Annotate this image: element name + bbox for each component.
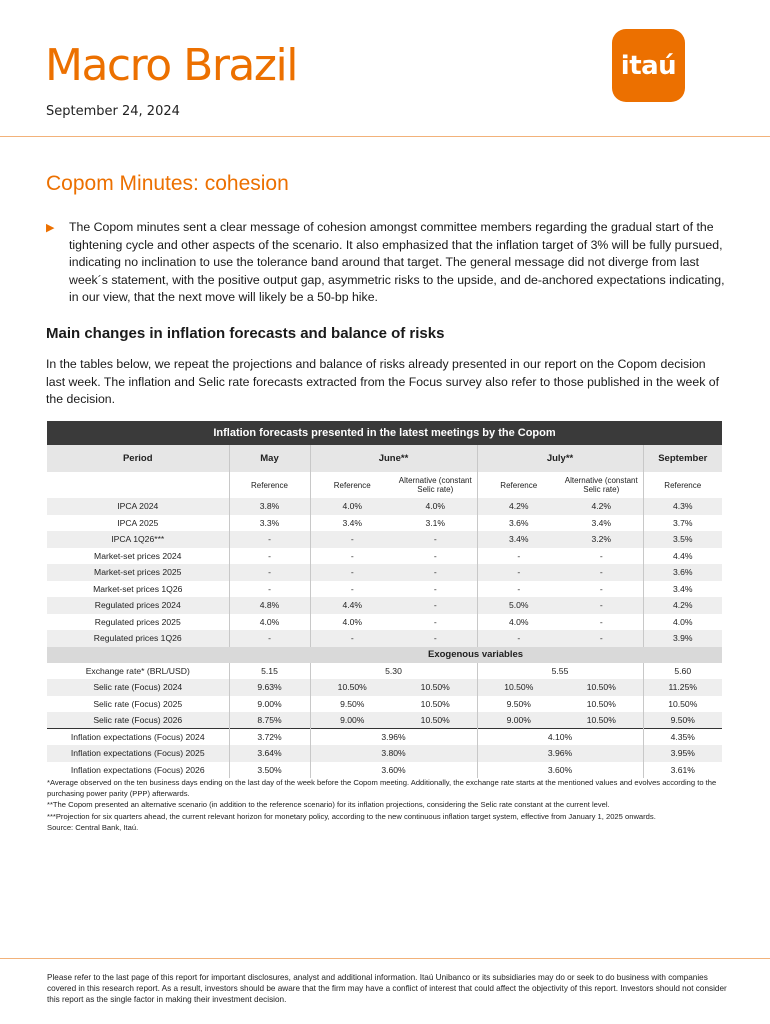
- table-row: [47, 548, 722, 565]
- table-cell: 9.63%: [229, 679, 310, 696]
- table-cell: 5.60: [643, 663, 722, 680]
- table-cell: -: [477, 630, 560, 647]
- table-cell: 4.35%: [643, 729, 722, 746]
- table-cell: 3.4%: [310, 515, 394, 532]
- row-label: Regulated prices 1Q26: [47, 630, 229, 647]
- table-cell: -: [394, 564, 477, 581]
- table-row: [47, 745, 722, 762]
- table-cell: -: [560, 548, 643, 565]
- table-cell: -: [394, 614, 477, 631]
- header-september: September: [643, 445, 722, 472]
- table-cell: -: [560, 564, 643, 581]
- table-cell: 10.50%: [560, 696, 643, 713]
- table-cell: 4.10%: [477, 729, 643, 746]
- table-cell: 4.0%: [310, 614, 394, 631]
- table-cell: 10.50%: [394, 712, 477, 729]
- bullet-arrow-icon: ▶: [46, 222, 55, 234]
- table-cell: 10.50%: [310, 679, 394, 696]
- table-cell: 5.30: [310, 663, 477, 680]
- table-row: [47, 498, 722, 515]
- table-cell: 10.50%: [477, 679, 560, 696]
- table-cell: 10.50%: [394, 696, 477, 713]
- table-cell: -: [394, 597, 477, 614]
- table-cell: 3.3%: [229, 515, 310, 532]
- table-row: [47, 581, 722, 598]
- table-cell: 4.2%: [477, 498, 560, 515]
- subheader-june-reference: Reference: [310, 472, 394, 498]
- table-cell: -: [560, 581, 643, 598]
- table-cell: 3.50%: [229, 762, 310, 779]
- row-label: Selic rate (Focus) 2025: [47, 696, 229, 713]
- subheader-empty: [47, 472, 229, 498]
- table-cell: 5.15: [229, 663, 310, 680]
- table-cell: 4.2%: [560, 498, 643, 515]
- footnote-2: **The Copom presented an alternative scenario (in addition to the reference scenario) for its inflation projections, considering the Selic rate constant at the current level.: [47, 800, 610, 810]
- header-june: June**: [310, 445, 477, 472]
- report-date: September 24, 2024: [46, 104, 180, 119]
- row-label: Market-set prices 2025: [47, 564, 229, 581]
- table-cell: -: [560, 614, 643, 631]
- table-row: [47, 712, 722, 729]
- table-cell: 11.25%: [643, 679, 722, 696]
- table-cell: 9.00%: [229, 696, 310, 713]
- table-cell: -: [229, 581, 310, 598]
- table-row: [47, 729, 722, 746]
- footnote-1: *Average observed on the ten business days ending on the last day of the week before the Copom meeting. Additionally, the exchange rate starts at the mentioned values and evolves according to the purchasing power parity (PPP) afterwards.: [47, 778, 717, 799]
- summary-bullet: [46, 219, 726, 307]
- header-divider: [0, 136, 770, 137]
- subheader-july-reference: Reference: [477, 472, 560, 498]
- row-label: Market-set prices 2024: [47, 548, 229, 565]
- table-cell: 4.8%: [229, 597, 310, 614]
- subheader-july-alternative: Alternative (constant Selic rate): [560, 472, 643, 498]
- table-cell: 3.8%: [229, 498, 310, 515]
- table-cell: 9.00%: [477, 712, 560, 729]
- table-cell: 3.72%: [229, 729, 310, 746]
- report-title: Macro Brazil: [45, 40, 297, 91]
- table-row: [47, 564, 722, 581]
- table-cell: -: [394, 531, 477, 548]
- table-cell: 4.4%: [310, 597, 394, 614]
- table-cell: 3.7%: [643, 515, 722, 532]
- table-cell: -: [394, 630, 477, 647]
- table-cell: -: [310, 548, 394, 565]
- intro-paragraph: In the tables below, we repeat the projections and balance of risks already presented in our report on the Copom decision last week. The inflation and Selic rate forecasts extracted from the Focus survey also refer to those published in the week of the decision.: [46, 357, 720, 407]
- forecast-table-grid: [47, 445, 722, 778]
- table-cell: 10.50%: [394, 679, 477, 696]
- row-label: Regulated prices 2024: [47, 597, 229, 614]
- table-cell: -: [229, 531, 310, 548]
- table-cell: -: [310, 630, 394, 647]
- disclaimer-text: Please refer to the last page of this report for important disclosures, analyst and additional information. Itaú Unibanco or its subsidiaries may do or seek to do business with companies covered in this research report. As a result, investors should be aware that the firm may have a conflict of interest that could affect the objectivity of this report. Investors should not consider this report as the single factor in making their investment decision.: [47, 973, 727, 1004]
- table-row: [47, 531, 722, 548]
- table-cell: 3.1%: [394, 515, 477, 532]
- row-label: Inflation expectations (Focus) 2024: [47, 729, 229, 746]
- table-header-row: [47, 445, 722, 472]
- table-cell: 3.4%: [560, 515, 643, 532]
- table-cell: 3.6%: [643, 564, 722, 581]
- row-label: Selic rate (Focus) 2024: [47, 679, 229, 696]
- table-cell: 3.95%: [643, 745, 722, 762]
- table-cell: 3.9%: [643, 630, 722, 647]
- table-cell: 4.0%: [477, 614, 560, 631]
- table-row: [47, 663, 722, 680]
- subheader-september-reference: Reference: [643, 472, 722, 498]
- exogenous-header-row: [47, 647, 722, 663]
- table-cell: 9.50%: [477, 696, 560, 713]
- footnote-3: ***Projection for six quarters ahead, the current relevant horizon for monetary policy, according to the new continuous inflation target system, effective from January 1, 2025 onwards.: [47, 811, 656, 821]
- table-cell: -: [229, 630, 310, 647]
- table-cell: 3.80%: [310, 745, 477, 762]
- table-cell: -: [229, 564, 310, 581]
- table-cell: 10.50%: [643, 696, 722, 713]
- table-cell: 9.50%: [643, 712, 722, 729]
- table-cell: 3.61%: [643, 762, 722, 779]
- section-heading: Main changes in inflation forecasts and balance of risks: [46, 325, 445, 342]
- exogenous-spacer: [47, 647, 229, 663]
- table-cell: 4.4%: [643, 548, 722, 565]
- exogenous-label: Exogenous variables: [229, 647, 722, 663]
- table-row: [47, 614, 722, 631]
- row-label: Regulated prices 2025: [47, 614, 229, 631]
- table-cell: -: [310, 564, 394, 581]
- table-cell: -: [477, 581, 560, 598]
- row-label: Market-set prices 1Q26: [47, 581, 229, 598]
- table-source: Source: Central Bank, Itaú.: [47, 822, 139, 832]
- table-cell: 4.3%: [643, 498, 722, 515]
- table-cell: 4.0%: [229, 614, 310, 631]
- table-cell: 3.5%: [643, 531, 722, 548]
- table-cell: 4.0%: [394, 498, 477, 515]
- subheader-may-reference: Reference: [229, 472, 310, 498]
- table-cell: 5.55: [477, 663, 643, 680]
- table-cell: 3.2%: [560, 531, 643, 548]
- table-subheader-row: [47, 472, 722, 498]
- footer-divider: [0, 958, 770, 959]
- header-period: Period: [47, 445, 229, 472]
- subheader-june-alternative: Alternative (constant Selic rate): [394, 472, 477, 498]
- itau-logo: itaú: [612, 29, 685, 102]
- row-label: IPCA 1Q26***: [47, 531, 229, 548]
- table-cell: 3.64%: [229, 745, 310, 762]
- table-cell: -: [229, 548, 310, 565]
- table-row: [47, 630, 722, 647]
- table-cell: -: [310, 581, 394, 598]
- table-cell: -: [394, 548, 477, 565]
- header-july: July**: [477, 445, 643, 472]
- row-label: Exchange rate* (BRL/USD): [47, 663, 229, 680]
- table-cell: 5.0%: [477, 597, 560, 614]
- table-cell: 9.50%: [310, 696, 394, 713]
- table-cell: -: [310, 531, 394, 548]
- table-cell: 8.75%: [229, 712, 310, 729]
- table-cell: 9.00%: [310, 712, 394, 729]
- row-label: IPCA 2024: [47, 498, 229, 515]
- table-cell: -: [477, 564, 560, 581]
- table-cell: 3.4%: [643, 581, 722, 598]
- row-label: Selic rate (Focus) 2026: [47, 712, 229, 729]
- table-cell: 3.96%: [477, 745, 643, 762]
- table-cell: 3.96%: [310, 729, 477, 746]
- header-may: May: [229, 445, 310, 472]
- table-row: [47, 597, 722, 614]
- inflation-forecast-table: [47, 421, 722, 778]
- table-cell: -: [477, 548, 560, 565]
- table-footnotes: [47, 777, 727, 833]
- table-cell: 3.4%: [477, 531, 560, 548]
- table-cell: 3.6%: [477, 515, 560, 532]
- table-cell: 4.0%: [643, 614, 722, 631]
- table-row: [47, 696, 722, 713]
- table-row: [47, 762, 722, 779]
- table-cell: 4.2%: [643, 597, 722, 614]
- table-cell: -: [560, 630, 643, 647]
- table-cell: 10.50%: [560, 712, 643, 729]
- table-cell: -: [560, 597, 643, 614]
- table-row: [47, 515, 722, 532]
- summary-text: The Copom minutes sent a clear message of cohesion amongst committee members regarding the gradual start of the tightening cycle and other aspects of the scenario. It also emphasized that the inflation target of 3% will be fully pursued, indicating no inclination to use the tolerance band around that target. The general message did not diverge from last week´s statement, with the positive output gap, asymmetric risks to the upside, and de-anchored expectations indicating, in our view, that the next move will likely be a 50-bp hike.: [69, 220, 725, 305]
- table-cell: 3.60%: [477, 762, 643, 779]
- table-row: [47, 679, 722, 696]
- table-cell: -: [394, 581, 477, 598]
- report-subtitle: Copom Minutes: cohesion: [46, 172, 289, 195]
- table-title: Inflation forecasts presented in the latest meetings by the Copom: [47, 421, 722, 445]
- table-cell: 3.60%: [310, 762, 477, 779]
- row-label: Inflation expectations (Focus) 2026: [47, 762, 229, 779]
- table-cell: 10.50%: [560, 679, 643, 696]
- row-label: Inflation expectations (Focus) 2025: [47, 745, 229, 762]
- row-label: IPCA 2025: [47, 515, 229, 532]
- table-cell: 4.0%: [310, 498, 394, 515]
